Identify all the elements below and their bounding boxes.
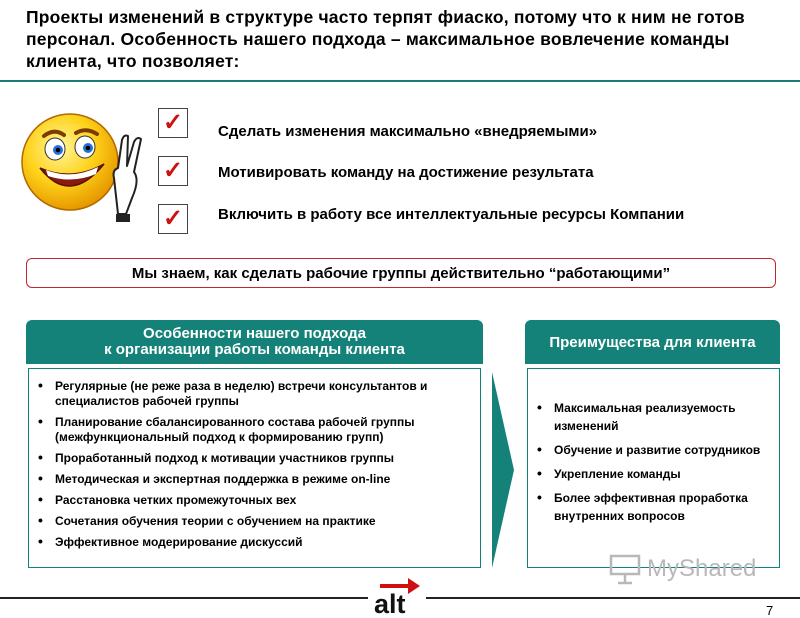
check-icon: ✓ — [158, 156, 188, 186]
approach-heading-line1: Особенности нашего подхода — [143, 325, 366, 342]
list-item: • Планирование сбалансированного состава рабочей группы (межфункциональный подход к формированию групп) — [31, 415, 475, 445]
benefit-point: Сделать изменения максимально «внедряемыми» — [218, 123, 598, 140]
key-message-banner: Мы знаем, как сделать рабочие группы действительно “работающими” — [26, 258, 776, 288]
list-item: • Эффективное модерирование дискуссий — [31, 535, 475, 550]
page-number: 7 — [766, 603, 774, 618]
list-item: • Методическая и экспертная поддержка в режиме on-line — [31, 472, 475, 487]
benefits-panel — [527, 368, 780, 568]
check-icon: ✓ — [158, 204, 188, 234]
benefits-panel-heading: Преимущества для клиента — [525, 320, 780, 364]
benefits-list — [530, 399, 770, 531]
benefit-point: Включить в работу все интеллектуальные ресурсы Компании — [218, 206, 685, 223]
approach-panel-heading — [26, 320, 483, 364]
list-item: • Регулярные (не реже раза в неделю) встречи консультантов и специалистов рабочей группы — [31, 379, 475, 409]
presentation-icon — [608, 553, 642, 585]
list-item: • Сочетания обучения теории с обучением на практике — [31, 514, 475, 529]
approach-list — [31, 379, 475, 556]
approach-panel — [28, 368, 481, 568]
list-item: • Максимальная реализуемость изменений — [530, 399, 770, 435]
watermark-text: MyShared — [647, 555, 757, 582]
alt-logo — [368, 572, 426, 616]
smiley-victory-icon — [18, 102, 148, 222]
chevron-right-icon — [492, 372, 514, 568]
list-item: • Более эффективная проработка внутренних вопросов — [530, 489, 770, 525]
list-item: • Расстановка четких промежуточных вех — [31, 493, 475, 508]
benefit-point: Мотивировать команду на достижение результата — [218, 164, 594, 181]
check-icon: ✓ — [158, 108, 188, 138]
list-item: • Обучение и развитие сотрудников — [530, 441, 770, 459]
approach-heading-line2: к организации работы команды клиента — [104, 341, 405, 358]
slide-title: Проекты изменений в структуре часто терпят фиаско, потому что к ним не готов персонал. Особенность нашего подхода – максимальное вовлечение команды клиента, что позволяет: — [26, 7, 745, 71]
watermark — [608, 553, 756, 585]
title-divider — [0, 80, 800, 82]
list-item: • Укрепление команды — [530, 465, 770, 483]
list-item: • Проработанный подход к мотивации участников группы — [31, 451, 475, 466]
logo-text: alt — [374, 589, 406, 616]
